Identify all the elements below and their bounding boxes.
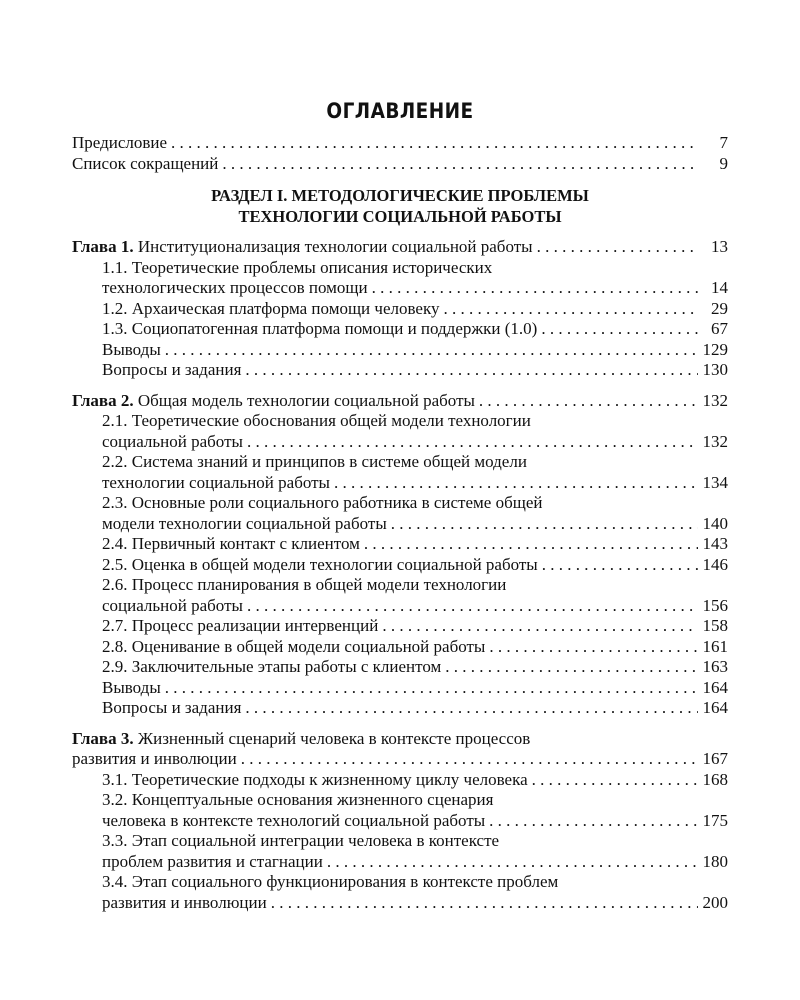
page-number: 158 bbox=[702, 616, 728, 635]
toc-entry-abbreviations[interactable] bbox=[72, 154, 728, 175]
page-number: 200 bbox=[702, 892, 728, 912]
entry-text-line: 3.4. Этап социального функционирования в контексте проблем bbox=[102, 872, 559, 891]
entry-text-line: 2.2. Система знаний и принципов в системе общей модели bbox=[102, 452, 527, 471]
page-number: 168 bbox=[702, 769, 728, 789]
dot-leader bbox=[445, 657, 698, 678]
entry-text-line: 3.2. Концептуальные основания жизненного сценария bbox=[102, 790, 494, 809]
dot-leader bbox=[541, 319, 698, 340]
entry-text: 1.3. Социопатогенная платформа помощи и поддержки (1.0) bbox=[102, 319, 538, 338]
toc-entry-2-7[interactable] bbox=[72, 616, 728, 637]
toc-title: ОГЛАВЛЕНИЕ bbox=[326, 99, 474, 123]
entry-text: технологии социальной работы bbox=[102, 472, 330, 492]
dot-leader bbox=[327, 852, 698, 873]
toc-entry-2-6[interactable] bbox=[72, 596, 728, 617]
entry-text: 2.4. Первичный контакт с клиентом bbox=[102, 534, 360, 553]
page-number: 156 bbox=[702, 595, 728, 615]
entry-text: Предисловие bbox=[72, 133, 168, 152]
dot-leader bbox=[247, 596, 698, 617]
dot-leader bbox=[165, 340, 698, 361]
dot-leader bbox=[171, 133, 698, 154]
toc-entry-1-questions[interactable] bbox=[72, 360, 728, 381]
dot-leader bbox=[489, 637, 698, 658]
entry-text: 2.8. Оценивание в общей модели социальной работы bbox=[102, 636, 486, 656]
dot-leader bbox=[271, 893, 698, 914]
entry-text: социальной работы bbox=[102, 431, 243, 451]
dot-leader bbox=[364, 534, 698, 555]
page-number: 129 bbox=[702, 339, 728, 359]
entry-text-line: 2.1. Теоретические обоснования общей модели технологии bbox=[102, 411, 531, 430]
section-heading-line1: РАЗДЕЛ I. МЕТОДОЛОГИЧЕСКИЕ ПРОБЛЕМЫ bbox=[211, 186, 589, 205]
dot-leader bbox=[479, 391, 698, 412]
dot-leader bbox=[245, 698, 698, 719]
dot-leader bbox=[247, 432, 698, 453]
entry-text: 2.7. Процесс реализации интервенций bbox=[102, 616, 379, 635]
entry-text-line: 3.3. Этап социальной интеграции человека в контексте bbox=[102, 831, 500, 850]
entry-text: модели технологии социальной работы bbox=[102, 513, 387, 533]
page-number: 132 bbox=[702, 431, 728, 451]
dot-leader bbox=[489, 811, 698, 832]
chapter-label: Глава 1. bbox=[72, 237, 134, 256]
toc-entry-2-9[interactable] bbox=[72, 657, 728, 678]
toc-entry-2-4[interactable] bbox=[72, 534, 728, 555]
page-number: 175 bbox=[702, 810, 728, 830]
entry-text: Вопросы и задания bbox=[102, 698, 242, 717]
dot-leader bbox=[537, 237, 698, 258]
page-number: 143 bbox=[702, 534, 728, 553]
page-number: 140 bbox=[702, 513, 728, 533]
entry-text bbox=[72, 391, 475, 412]
page-number: 9 bbox=[719, 153, 728, 173]
chapter-label: Глава 3. bbox=[72, 728, 134, 748]
section-heading-line2: ТЕХНОЛОГИИ СОЦИАЛЬНОЙ РАБОТЫ bbox=[238, 207, 562, 226]
toc-entry-chapter-1[interactable] bbox=[72, 237, 728, 258]
entry-text: 2.5. Оценка в общей модели технологии социальной работы bbox=[102, 554, 538, 574]
page-number: 161 bbox=[702, 636, 728, 656]
page-number: 13 bbox=[711, 237, 728, 256]
toc-entry-chapter-2[interactable] bbox=[72, 391, 728, 412]
page-number: 130 bbox=[702, 360, 728, 379]
toc-entry-1-conclusions[interactable] bbox=[72, 340, 728, 361]
toc-list bbox=[72, 133, 728, 913]
entry-text-line bbox=[72, 729, 728, 750]
entry-text bbox=[72, 237, 533, 258]
toc-entry-2-questions[interactable] bbox=[72, 698, 728, 719]
entry-text: 1.2. Архаическая платформа помощи человеку bbox=[102, 298, 440, 318]
spacer bbox=[72, 719, 728, 729]
page-number: 67 bbox=[711, 319, 728, 338]
page-number: 167 bbox=[702, 749, 728, 768]
spacer bbox=[72, 381, 728, 391]
entry-text: Вопросы и задания bbox=[102, 360, 242, 379]
toc-entry-2-conclusions[interactable] bbox=[72, 678, 728, 699]
toc-entry-2-8[interactable] bbox=[72, 637, 728, 658]
dot-leader bbox=[372, 278, 698, 299]
toc-entry-1-1[interactable] bbox=[72, 278, 728, 299]
toc-entry-1-2[interactable] bbox=[72, 299, 728, 320]
entry-text: социальной работы bbox=[102, 595, 243, 615]
chapter-title: Общая модель технологии социальной работы bbox=[133, 390, 475, 410]
dot-leader bbox=[391, 514, 698, 535]
page-number: 164 bbox=[702, 677, 728, 697]
section-heading bbox=[72, 185, 728, 227]
entry-text: человека в контексте технологий социальной работы bbox=[102, 810, 486, 830]
entry-text: Выводы bbox=[102, 677, 161, 697]
toc-entry-2-5[interactable] bbox=[72, 555, 728, 576]
dot-leader bbox=[542, 555, 698, 576]
entry-text: 3.1. Теоретические подходы к жизненному циклу человека bbox=[102, 769, 528, 789]
toc-entry-2-1[interactable] bbox=[72, 432, 728, 453]
page-number: 163 bbox=[702, 657, 728, 676]
entry-text: технологических процессов помощи bbox=[102, 278, 368, 297]
dot-leader bbox=[165, 678, 698, 699]
entry-text: развития и инволюции bbox=[102, 892, 267, 912]
toc-entry-chapter-3[interactable] bbox=[72, 749, 728, 770]
chapter-title: Жизненный сценарий человека в контексте процессов bbox=[133, 728, 531, 748]
entry-text: 2.9. Заключительные этапы работы с клиентом bbox=[102, 657, 442, 676]
entry-text-line: 2.3. Основные роли социального работника в системе общей bbox=[102, 493, 543, 512]
dot-leader bbox=[443, 299, 698, 320]
dot-leader bbox=[532, 770, 698, 791]
page-number: 7 bbox=[719, 133, 728, 152]
entry-text: Список сокращений bbox=[72, 153, 219, 173]
toc-entry-2-3[interactable] bbox=[72, 514, 728, 535]
dot-leader bbox=[382, 616, 698, 637]
toc-entry-1-3[interactable] bbox=[72, 319, 728, 340]
toc-entry-3-4[interactable] bbox=[72, 893, 728, 914]
toc-entry-3-1[interactable] bbox=[72, 770, 728, 791]
dot-leader bbox=[222, 154, 698, 175]
entry-text: развития и инволюции bbox=[72, 749, 237, 768]
entry-text: проблем развития и стагнации bbox=[102, 851, 323, 871]
toc-entry-3-2[interactable] bbox=[72, 811, 728, 832]
page-number: 180 bbox=[702, 851, 728, 871]
entry-text: Выводы bbox=[102, 339, 161, 359]
page-number: 14 bbox=[711, 278, 728, 297]
dot-leader bbox=[334, 473, 698, 494]
page-number: 134 bbox=[702, 472, 728, 492]
dot-leader bbox=[241, 749, 698, 770]
chapter-label: Глава 2. bbox=[72, 390, 134, 410]
toc-entry-preface[interactable] bbox=[72, 133, 728, 154]
page-number: 29 bbox=[711, 298, 728, 318]
toc-entry-2-2[interactable] bbox=[72, 473, 728, 494]
toc-entry-3-3[interactable] bbox=[72, 852, 728, 873]
entry-text-line: 2.6. Процесс планирования в общей модели технологии bbox=[102, 575, 507, 594]
page-number: 132 bbox=[702, 390, 728, 410]
dot-leader bbox=[245, 360, 698, 381]
entry-text-line: 1.1. Теоретические проблемы описания исторических bbox=[102, 257, 493, 277]
page-number: 164 bbox=[702, 698, 728, 717]
page-number: 146 bbox=[702, 554, 728, 574]
chapter-title: Институционализация технологии социальной работы bbox=[133, 237, 533, 256]
